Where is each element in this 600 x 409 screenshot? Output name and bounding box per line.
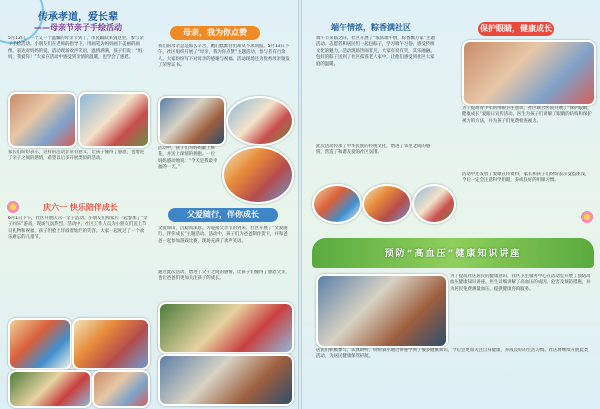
bottom-body: 为了提高社区居民的健康意识，社区卫生服务中心在活动室开展了预防高血压健康知识讲座。医生详细讲解了高血压的成因、危害及预防措施，并为居民免费测量血压，提供健康咨询服务。 (450, 274, 591, 292)
photo-dragon-boat-1 (312, 184, 362, 224)
col3-title: 端午情浓，粽香满社区 (331, 23, 411, 32)
photo-childrens-day-3 (8, 370, 92, 408)
photo-dragon-boat-2 (362, 184, 412, 224)
flower-decoration-2 (580, 210, 594, 224)
col4-title-banner: 保护眼睛，健康成长 (478, 22, 554, 36)
photo-childrens-day-4 (92, 370, 150, 408)
photo-fathers-day (158, 302, 294, 354)
col3-body: 端午节来临之际，社区开展了“浓浓端午情，粽香飘万家”主题活动。志愿者和居民们一起包粽子，学习端午习俗，感受传统文化的魅力。活动现场热闹非凡，大家有说有笑，其乐融融。包好的粽子送到了社区孤寡老人家中，让他们感受到社区大家庭的温暖。 (316, 36, 435, 67)
col2-title-banner: 母亲，我为你点赞 (170, 26, 260, 40)
photo-dragon-boat-3 (412, 184, 456, 224)
col1-body-top2: 家长们纷纷表示，这样的活动非常有意义，让孩子懂得了感恩，也增进了亲子之间的感情，希望以后多开展类似的活动。 (8, 150, 145, 162)
photo-fathers-day-2 (158, 354, 294, 406)
page-fold (298, 0, 302, 409)
photo-applause-2 (226, 96, 294, 146)
col1-body-bottom: 6月1日下午，社区开展庆六一亲子活动。小朋友们和家长一起参加了“亲子同乐”游戏，现场气氛热烈。活动中，社区工作人员为小朋友们送上节日礼物和祝福，孩子们脸上洋溢着灿烂的笑容。大家一起度过了一个欢乐难忘的儿童节。 (8, 216, 148, 241)
col2-body-bottom: 父爱如山，沉稳而深厚。为迎接父亲节的到来，社区开展了“父爱随行，伴你成长”主题活动。活动中，孩子们为爸爸制作贺卡，并和爸爸一起参加游戏比赛，现场充满了欢声笑语。 (158, 226, 288, 244)
photo-mothers-day-group (78, 92, 150, 148)
col4-body2: 活动中还发放了爱眼宣传资料，家长和孩子们纷纷表示受益匪浅，今后一定会注意科学用眼，养成良好的用眼习惯。 (462, 172, 590, 184)
col2-body-top: 我们的母亲总是那么辛苦，她们默默付出却从不求回报。5月13日下午，社区组织开展了“母亲，我为你点赞”主题活动，参与者有百余人。大家纷纷写下对母亲的感谢与祝福。活动现场还为优秀母亲颁发了荣誉证书。 (158, 44, 290, 69)
col2-body-bottom2: 通过此次活动，增进了父子之间的感情，让孩子们懂得了感恩父亲，也让爸爸们更加关注孩子的成长。 (158, 270, 290, 282)
lecture-banner-text: 预防“高血压”健康知识讲座 (384, 249, 522, 259)
photo-applause-1 (158, 96, 226, 146)
col1-subtitle: ——母亲节亲子手绘活动 (34, 23, 122, 32)
photo-eye-care (462, 40, 596, 106)
photo-mothers-day-drawing (8, 92, 77, 148)
col4-body: 为了提高青少年的用眼卫生意识，社区联合医院开展了“保护眼睛，健康成长”爱眼日宣传活动。医生为孩子们讲解了眼睛的结构和保护视力的方法，并为孩子们免费检查视力。 (462, 106, 592, 124)
lecture-banner (312, 238, 594, 268)
photo-childrens-day-1 (8, 318, 72, 370)
photo-childrens-day-2 (72, 318, 150, 370)
col1-section2-title: 庆六一 快乐陪伴成长 (43, 203, 118, 212)
col2-body-mid: 活动中，孩子们为妈妈献上鲜花，并送上深情的拥抱。一位妈妈感动地说：“今天是我最幸福的一天。” (158, 146, 218, 171)
col1-body-top: 5月12日，一个又一个温馨的母亲节到了，市民踊跃来到这里，参与亲子手绘活动。小朋友们在老师的指导下，用画笔为妈妈画下美丽的画像，表达对妈妈的爱。活动现场欢声笑语，温情满满，孩子们说：“妈妈，我爱你！”大家在活动中感受到亲情的温暖，也学会了感恩。 (8, 36, 144, 61)
col1-title: 传承孝道，爱长辈 (38, 12, 118, 23)
col3-body2: 此次活动传承了中华民族的传统文化，增进了邻里之间的感情，营造了和谐友爱的社区氛围。 (316, 144, 431, 156)
bottom-body2: 居民们积极参与，认真聆听，纷纷表示通过讲座学到了很多健康知识，今后会更加关注自身健康，养成良好的生活习惯。社区将继续开展此类活动，为居民健康保驾护航。 (316, 348, 589, 360)
photo-flowers (222, 146, 294, 204)
photo-lecture (316, 274, 448, 348)
col2-section2-banner: 父爱随行，伴你成长 (168, 208, 278, 222)
